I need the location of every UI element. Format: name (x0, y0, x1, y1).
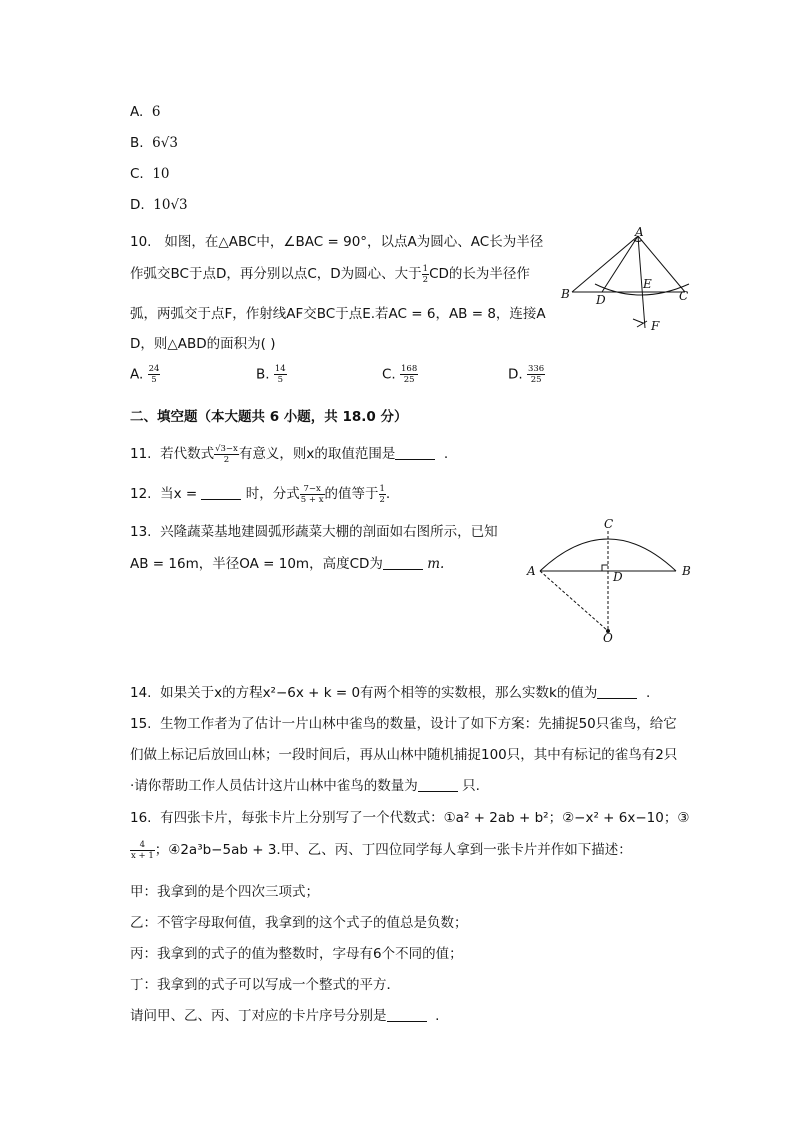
q13-arc-figure (520, 515, 700, 645)
label-f: F (651, 319, 660, 333)
q16-statement-jia: 甲：我拿到的是个四次三项式； (130, 884, 319, 900)
q9-option-b: B. 6√3 (130, 135, 178, 151)
q15-line1: 15. 生物工作者为了估计一片山林中雀鸟的数量，设计了如下方案：先捕捉50只雀鸟，给它 (130, 716, 677, 732)
label-c: C (604, 517, 614, 531)
q10-line4: D，则△ABD的面积为( ) (130, 336, 276, 352)
label-a: A (635, 226, 644, 239)
q11-answer-blank[interactable] (395, 446, 435, 460)
q9-option-d: D. 10√3 (130, 197, 188, 213)
q10-triangle-figure (555, 226, 705, 341)
q10-half-fraction: $\frac{1}{2}$ (422, 263, 429, 285)
q9-option-c: C. 10 (130, 166, 170, 182)
right-angle-mark (602, 565, 608, 571)
segment-ao (540, 571, 608, 631)
q15-line3: ·请你帮助工作人员估计这片山林中雀鸟的数量为 只. (130, 778, 480, 794)
q13-line2: AB = 16m，半径OA = 10m，高度CD为 m. (130, 556, 445, 572)
q10-line1: 10. 如图，在△ABC中，∠BAC = 90°，以点A为圆心、AC长为半径 (130, 234, 544, 250)
q9-option-a: A. 6 (130, 104, 161, 120)
q11: 11. 若代数式 $\frac{√3-x}{2}$ 有意义，则x的取值范围是 . (130, 443, 449, 465)
q12: 12. 当x = 时，分式 $\frac{7-x}{5 + x}$ 的值等于 $\frac{1}{2}$ . (130, 483, 391, 505)
q16-statement-bing: 丙：我拿到的式子的值为整数时，字母有6个不同的值； (130, 946, 463, 962)
q16-answer-blank[interactable] (387, 1008, 427, 1022)
q10-line2: 作弧交BC于点D，再分别以点C，D为圆心、大于 $\frac{1}{2}$ CD的长为半径作 (130, 263, 530, 285)
q15-line2: 们做上标记后放回山林；一段时间后，再从山林中随机捕捉100只，其中有标记的雀鸟有2只 (130, 747, 678, 763)
q10-option-a: A. $\frac{24}{5}$ (130, 364, 160, 385)
q10-option-b: B. $\frac{14}{5}$ (256, 364, 286, 385)
label-o: O (603, 631, 613, 645)
segment-ad (602, 236, 638, 292)
q13-line1: 13. 兴隆蔬菜基地建圆弧形蔬菜大棚的剖面如右图所示，已知 (130, 524, 498, 540)
label-d: D (596, 293, 606, 307)
q14-answer-blank[interactable] (597, 685, 637, 699)
q16-statement-yi: 乙：不管字母取何值，我拿到的这个式子的值总是负数； (130, 915, 468, 931)
q10-line3: 弧，两弧交于点F，作射线AF交BC于点E.若AC = 6，AB = 8，连接A (130, 306, 546, 322)
q15-answer-blank[interactable] (418, 778, 458, 792)
q10-option-d: D. $\frac{336}{25}$ (508, 364, 545, 385)
q16-question: 请问甲、乙、丙、丁对应的卡片序号分别是 . (130, 1008, 440, 1024)
q10-option-c: C. $\frac{168}{25}$ (382, 364, 418, 385)
q16-statement-ding: 丁：我拿到的式子可以写成一个整式的平方． (130, 977, 400, 993)
label-e: E (643, 277, 652, 291)
q16-line1: 16. 有四张卡片，每张卡片上分别写了一个代数式：①a² + 2ab + b²；②−x² + 6x−10；③ (130, 810, 690, 826)
label-d: D (613, 570, 623, 584)
label-c: C (679, 289, 689, 303)
label-a: A (527, 564, 536, 578)
segment-ab (572, 236, 638, 292)
label-b: B (561, 287, 570, 301)
q12-answer-blank[interactable] (201, 486, 241, 500)
section-fill-in-heading: 二、填空题（本大题共 6 小题，共 18.0 分） (130, 409, 408, 425)
q16-line2: $\frac{4}{x + 1}$ ；④2a³b−5ab + 3.甲、乙、丙、丁四位同学每人拿到一张卡片并作如下描述： (131, 839, 632, 861)
q14: 14. 如果关于x的方程x²−6x + k = 0有两个相等的实数根，那么实数k的值为 . (130, 685, 651, 701)
label-b: B (682, 564, 691, 578)
q13-answer-blank[interactable] (383, 556, 423, 570)
